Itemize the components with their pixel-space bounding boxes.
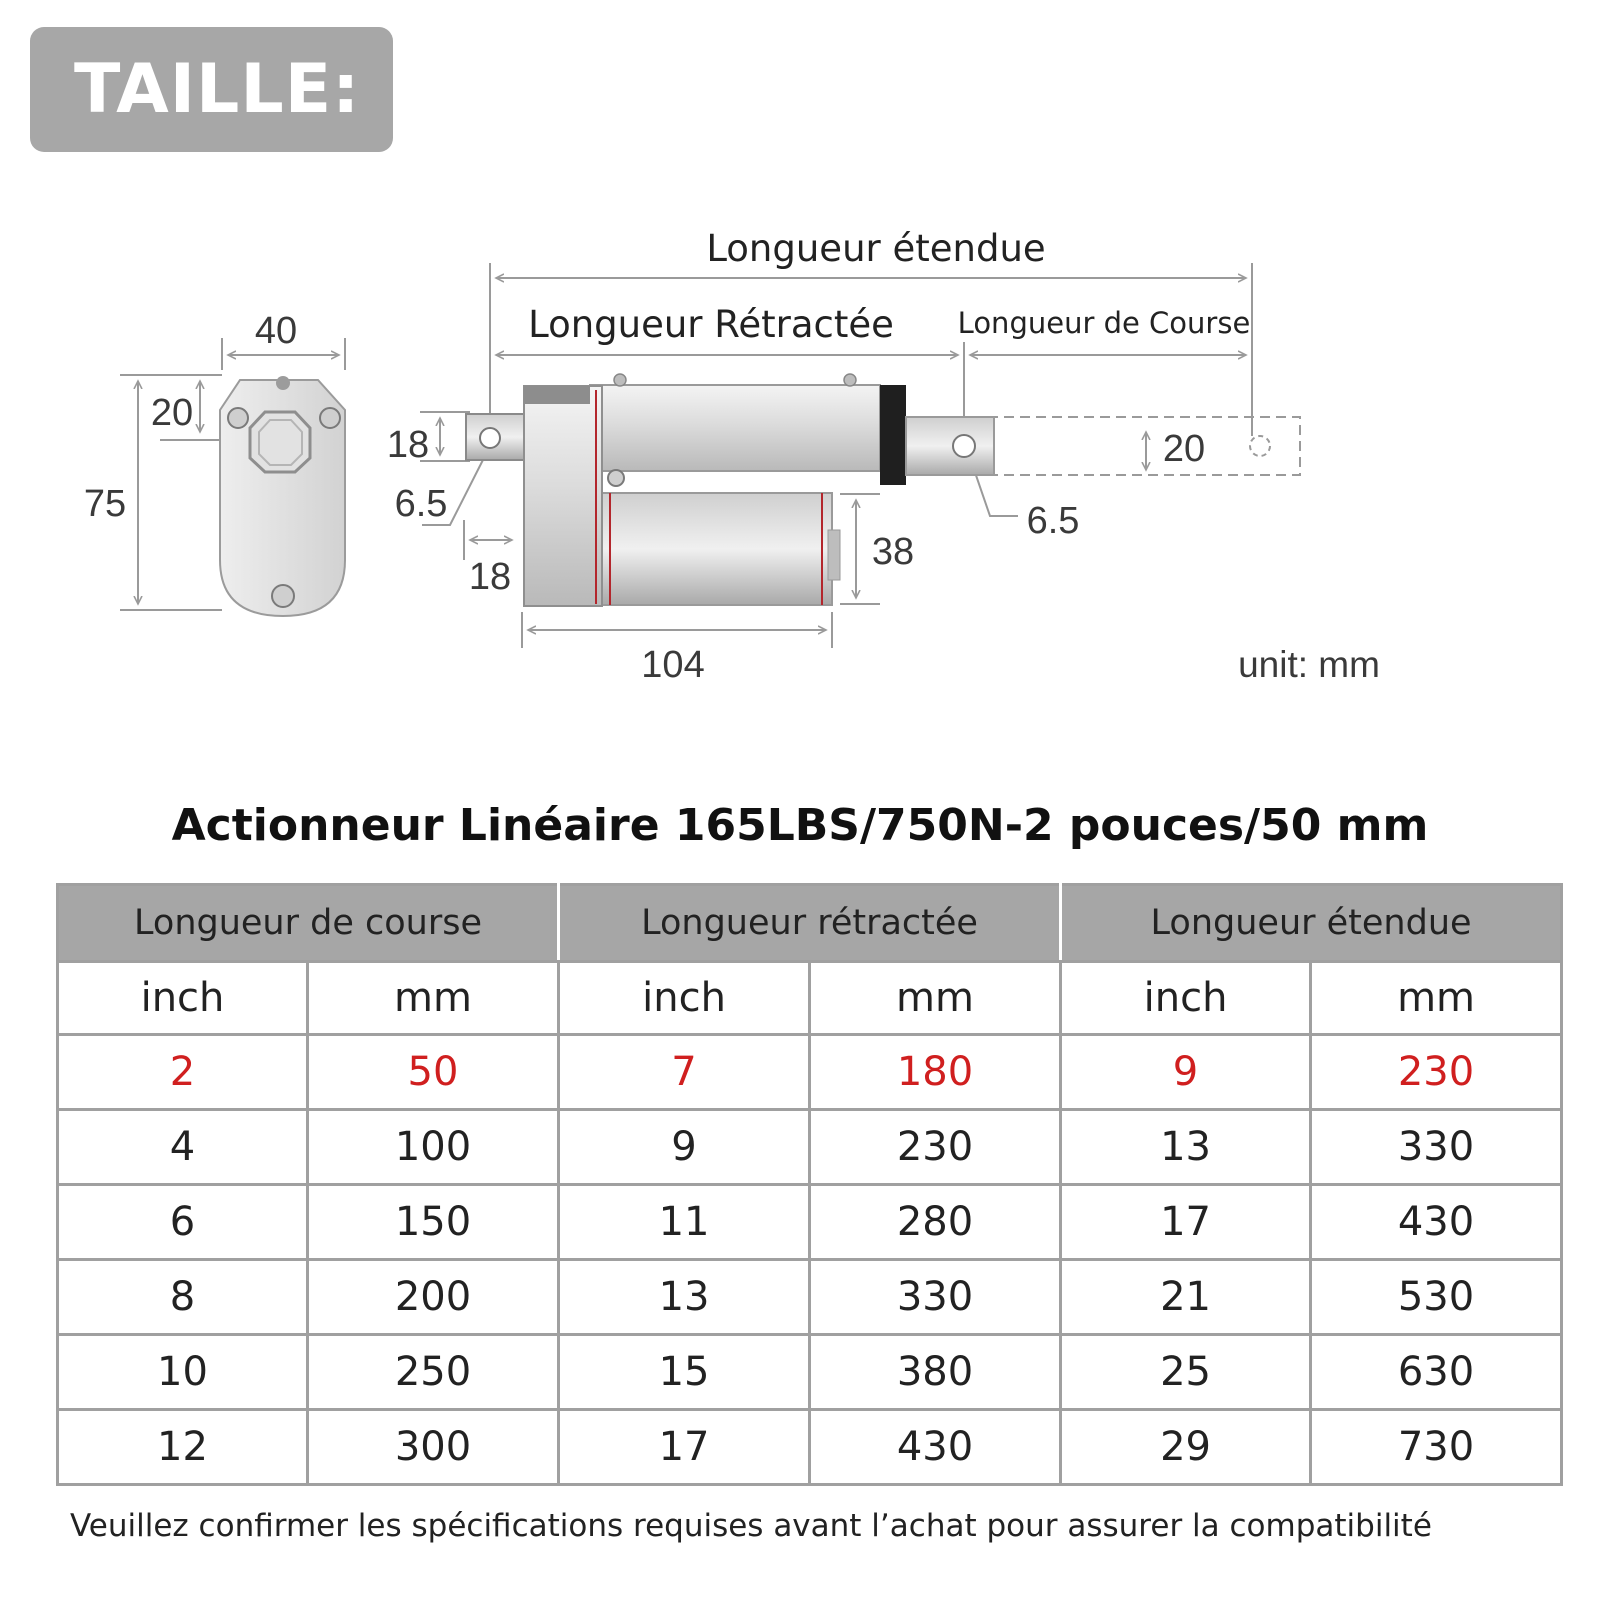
table-row [58,1335,1562,1410]
actuator-side-icon [466,374,994,606]
table-cell: 300 [308,1410,559,1485]
table-cell: 230 [1311,1035,1562,1110]
dim-hole-right: 6.5 [1026,500,1080,542]
table-title: Actionneur Linéaire 165LBS/750N-2 pouces/50 mm [171,800,1429,851]
table-cell: 630 [1311,1335,1562,1410]
table-cell: 11 [559,1185,810,1260]
table-cell: 17 [1061,1185,1311,1260]
table-cell: 29 [1061,1410,1311,1485]
table-cell: 4 [58,1110,308,1185]
unit-cell: inch [1061,962,1311,1035]
group-retracted-header: Longueur rétractée [559,885,1061,962]
table-cell: 200 [308,1260,559,1335]
table-cell: 380 [810,1335,1061,1410]
dim-top-offset: 20 [150,392,194,434]
dim-rod-width: 20 [1162,428,1206,470]
unit-label: unit: mm [1238,644,1380,685]
table-cell: 15 [559,1335,810,1410]
group-header-row [58,885,1562,962]
unit-cell: inch [559,962,810,1035]
table-cell: 430 [1311,1185,1562,1260]
table-row [58,1410,1562,1485]
table-cell: 17 [559,1410,810,1485]
table-cell: 530 [1311,1260,1562,1335]
table-cell: 280 [810,1185,1061,1260]
table-cell: 6 [58,1185,308,1260]
dim-hole-left: 6.5 [394,483,448,525]
table-cell: 21 [1061,1260,1311,1335]
table-cell: 730 [1311,1410,1562,1485]
retracted-length-label: Longueur Rétractée [528,303,894,346]
table-cell: 230 [810,1110,1061,1185]
table-cell: 150 [308,1185,559,1260]
size-badge: TAILLE: [30,27,393,152]
table-row [58,1260,1562,1335]
table-cell: 9 [1061,1035,1311,1110]
table-row [58,1110,1562,1185]
table-cell: 10 [58,1335,308,1410]
table-cell: 8 [58,1260,308,1335]
unit-cell: mm [1311,962,1562,1035]
table-cell: 25 [1061,1335,1311,1410]
dim-motor-height: 38 [871,531,915,573]
table-cell: 7 [559,1035,810,1110]
dim-mount-height: 18 [386,424,430,466]
dim-mount-offset: 18 [468,556,512,598]
table-cell: 12 [58,1410,308,1485]
end-view-icon [220,376,345,616]
table-cell: 9 [559,1110,810,1185]
table-row-highlighted [58,1035,1562,1110]
group-extended-header: Longueur étendue [1061,885,1562,962]
table-cell: 330 [810,1260,1061,1335]
table-cell: 50 [308,1035,559,1110]
table-cell: 250 [308,1335,559,1410]
spec-table [56,883,1563,1486]
extended-length-label: Longueur étendue [706,227,1046,270]
table-cell: 330 [1311,1110,1562,1185]
stroke-length-label: Longueur de Course [957,306,1251,340]
dim-width: 40 [254,310,298,352]
table-cell: 13 [1061,1110,1311,1185]
table-cell: 100 [308,1110,559,1185]
dim-height: 75 [83,483,127,525]
footer-note: Veuillez confirmer les spécifications requises avant l’achat pour assurer la compatibilité [70,1508,1432,1544]
table-cell: 180 [810,1035,1061,1110]
group-stroke-header: Longueur de course [58,885,559,962]
table-cell: 13 [559,1260,810,1335]
table-cell: 2 [58,1035,308,1110]
unit-cell: inch [58,962,308,1035]
unit-cell: mm [810,962,1061,1035]
table-cell: 430 [810,1410,1061,1485]
table-row [58,1185,1562,1260]
dim-body-length: 104 [641,644,705,686]
dimension-drawing [0,180,1600,700]
unit-cell: mm [308,962,559,1035]
unit-header-row [58,962,1562,1035]
